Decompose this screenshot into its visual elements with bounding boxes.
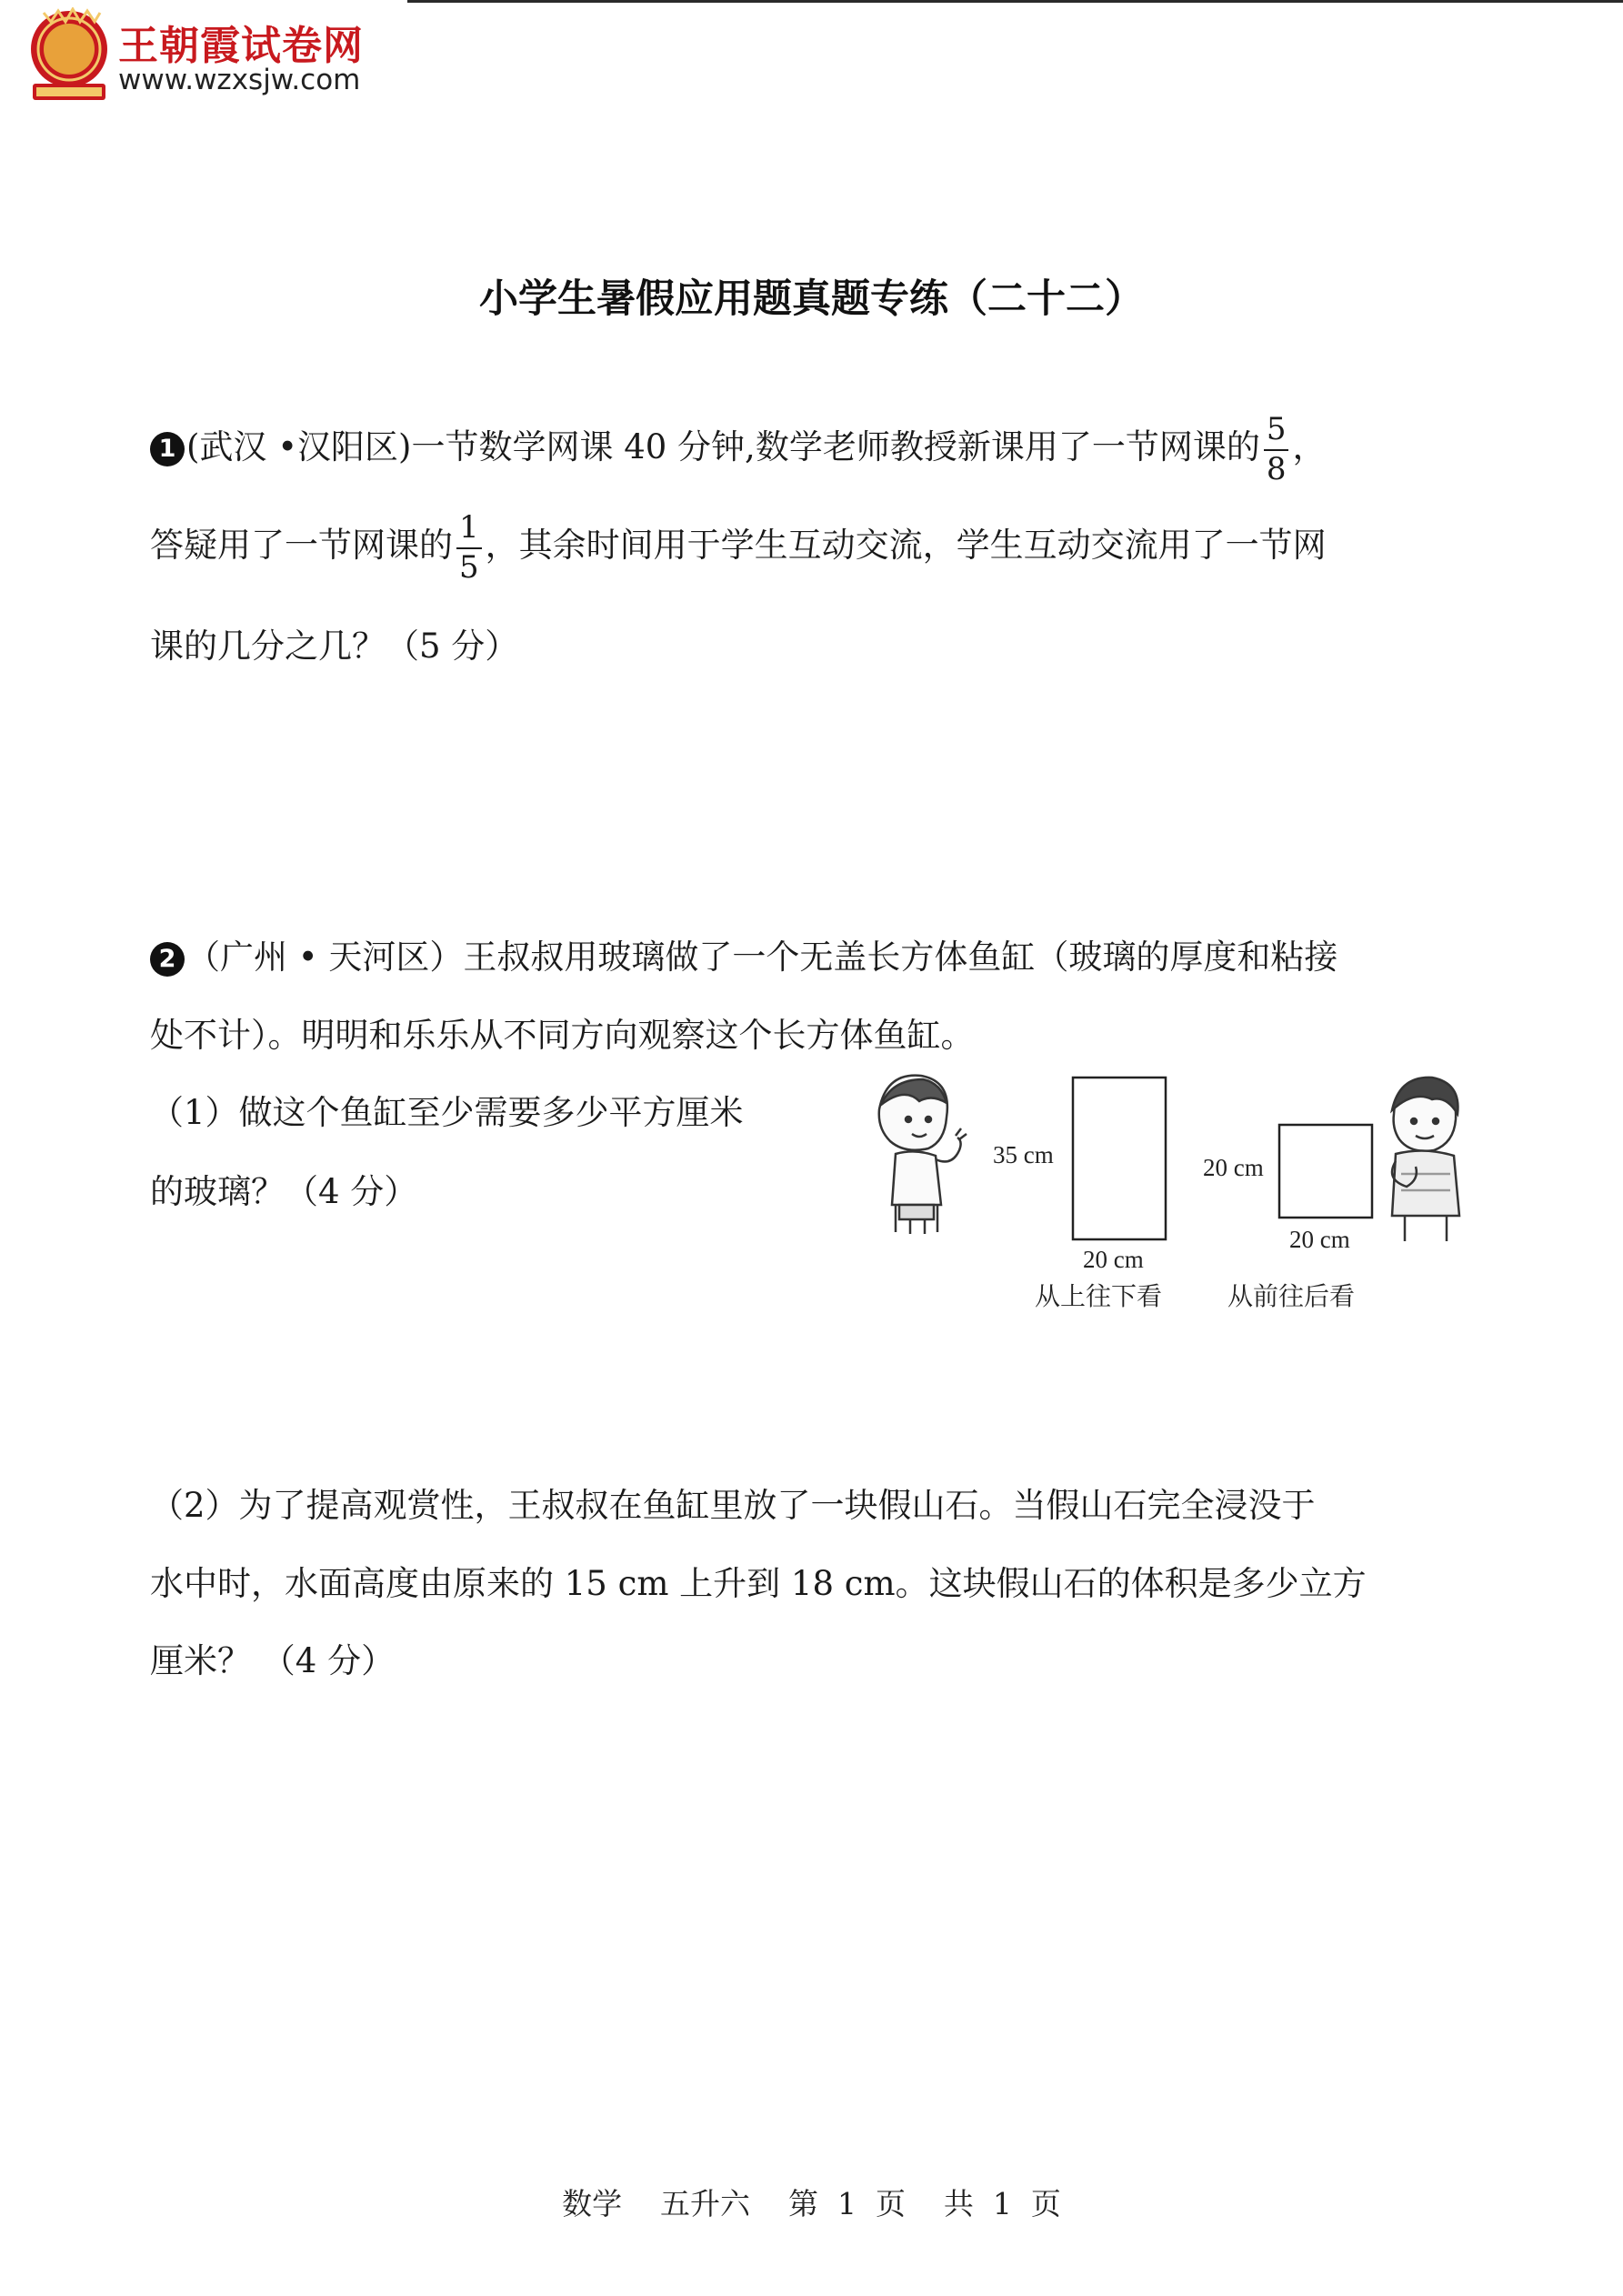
- seal-logo-icon: [27, 7, 111, 107]
- question-2-part-2-line-1: （2）为了提高观赏性，王叔叔在鱼缸里放了一块假山石。当假山石完全浸没于: [150, 1486, 1316, 1525]
- logo-title: 王朝霞试卷网: [118, 23, 364, 69]
- top-view-height-label: 35 cm: [993, 1141, 1054, 1168]
- boy-mingming-illustration: [879, 1076, 967, 1234]
- front-view-height-label: 20 cm: [1203, 1154, 1264, 1181]
- page-title: 小学生暑假应用题真题专练（二十二）: [479, 276, 1144, 322]
- question-1-text-c: 答疑用了一节网课的: [150, 526, 453, 566]
- logo-url: www.wzxsjw.com: [118, 64, 361, 96]
- question-2-part-2-line-3: 厘米？ （4 分）: [150, 1641, 396, 1680]
- question-2-line-2: 处不计）。明明和乐乐从不同方向观察这个长方体鱼缸。: [150, 1016, 975, 1055]
- question-2-part-2-line-2: 水中时，水面高度由原来的 15 cm 上升到 18 cm。这块假山石的体积是多少立方: [150, 1564, 1367, 1603]
- fraction-denominator: 8: [1266, 450, 1287, 487]
- fraction-numerator: 5: [1264, 414, 1289, 451]
- question-1-line-3: 课的几分之几？（5 分）: [150, 627, 519, 666]
- question-2-line-1: [150, 929, 1337, 978]
- front-view-caption: 从前往后看: [1227, 1281, 1356, 1311]
- front-view-width-label: 20 cm: [1289, 1226, 1350, 1253]
- question-2-part-1-line-1: （1）做这个鱼缸至少需要多少平方厘米: [150, 1093, 744, 1132]
- top-view-rectangle: [1073, 1078, 1166, 1239]
- question-1-number: 1: [150, 432, 185, 466]
- question-2-part-1-line-2: 的玻璃？（4 分）: [150, 1172, 418, 1211]
- fraction-one-fifth: [456, 509, 482, 586]
- fraction-five-eighths: [1264, 411, 1289, 487]
- front-view-square: [1279, 1125, 1372, 1218]
- question-2-text-a: （广州 • 天河区）王叔叔用玻璃做了一个无盖长方体鱼缸（玻璃的厚度和粘接: [186, 937, 1338, 977]
- fraction-denominator: 5: [459, 548, 479, 586]
- question-1-text-b: ，: [1292, 427, 1327, 467]
- question-2-number: 2: [150, 942, 185, 977]
- question-1-text-d: ，其余时间用于学生互动交流，学生互动交流用了一节网: [485, 526, 1327, 566]
- boy-lele-illustration: [1392, 1078, 1459, 1241]
- question-1-text-a: (武汉 •汉阳区)一节数学网课 40 分钟,数学老师教授新课用了一节网课的: [186, 427, 1260, 467]
- fish-tank-views-figure: [868, 1059, 1473, 1318]
- top-view-caption: 从上往下看: [1035, 1281, 1163, 1311]
- fraction-numerator: 1: [456, 512, 482, 549]
- page-footer: 数学 五升六 第 1 页 共 1 页: [562, 2186, 1061, 2221]
- question-1-line-1: [150, 411, 1327, 487]
- top-view-width-label: 20 cm: [1083, 1246, 1144, 1273]
- question-1-line-2: [150, 509, 1327, 586]
- site-logo: [27, 7, 409, 107]
- top-rule: [407, 0, 1623, 3]
